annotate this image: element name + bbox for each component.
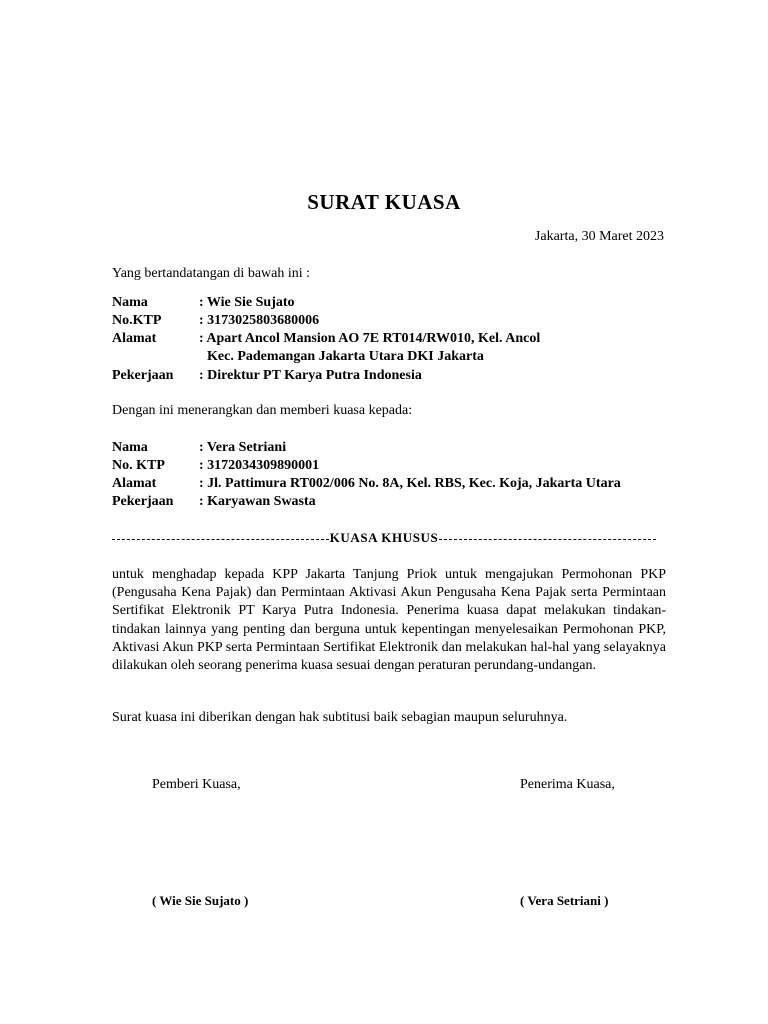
grantee-job-row bbox=[112, 494, 316, 510]
grantee-ktp-row bbox=[112, 458, 319, 474]
divider-dash-right bbox=[439, 539, 656, 540]
grantee-name-row bbox=[112, 440, 286, 456]
grantor-job-label: Pekerjaan bbox=[112, 368, 174, 383]
grantor-name-value: : Wie Sie Sujato bbox=[199, 295, 295, 310]
divider-dash-left bbox=[112, 539, 329, 540]
grantor-ktp-row bbox=[112, 313, 319, 329]
grantor-name-label: Nama bbox=[112, 295, 148, 310]
intro-text: Yang bertandatangan di bawah ini : bbox=[112, 266, 311, 281]
body-paragraph: untuk menghadap kepada KPP Jakarta Tanjung Priok untuk mengajukan Permohonan PKP (Pengusaha Kena Pajak) dan Permintaan Aktivasi Akun Pengusaha Kena Pajak serta Permintaan Sertifikat Elektronik PT Karya Putra Indonesia. Penerima kuasa dapat melakukan tindakan-tindakan lainnya yang penting dan berguna untuk kepentingan menyelesaikan Permohonan PKP, Aktivasi Akun PKP serta Permintaan Sertifikat Elektronik dan melakukan hal-hal yang selayaknya dilakukan oleh seorang penerima kuasa sesuai dengan peraturan perundang-undangan. bbox=[112, 567, 666, 674]
middle-text: Dengan ini menerangkan dan memberi kuasa kepada: bbox=[112, 403, 413, 418]
grantee-address-value: : Jl. Pattimura RT002/006 No. 8A, Kel. RBS, Kec. Koja, Jakarta Utara bbox=[199, 476, 621, 491]
grantee-job-value: : Karyawan Swasta bbox=[199, 494, 316, 509]
grantee-address-row bbox=[112, 476, 621, 492]
grantor-job-row bbox=[112, 368, 422, 384]
signature-right-name: ( Vera Setriani ) bbox=[520, 893, 609, 908]
grantor-address-row bbox=[112, 331, 540, 347]
document-date: Jakarta, 30 Maret 2023 bbox=[534, 229, 664, 244]
grantor-name-row bbox=[112, 295, 295, 311]
grantee-address-label: Alamat bbox=[112, 476, 157, 491]
signature-right-label: Penerima Kuasa, bbox=[520, 777, 615, 792]
section-divider bbox=[112, 530, 656, 546]
grantor-address-label: Alamat bbox=[112, 331, 157, 346]
grantor-address-value-2: Kec. Pademangan Jakarta Utara DKI Jakarta bbox=[207, 349, 484, 364]
closing-text: Surat kuasa ini diberikan dengan hak subtitusi baik sebagian maupun seluruhnya. bbox=[112, 710, 568, 725]
grantee-name-value: : Vera Setriani bbox=[199, 440, 287, 455]
grantee-name-label: Nama bbox=[112, 440, 148, 455]
section-heading: KUASA KHUSUS bbox=[329, 530, 439, 545]
document-title: SURAT KUASA bbox=[307, 190, 461, 214]
grantor-address-value-1: : Apart Ancol Mansion AO 7E RT014/RW010, Kel. Ancol bbox=[199, 331, 541, 346]
grantor-ktp-value: : 3173025803680006 bbox=[199, 313, 320, 328]
grantee-job-label: Pekerjaan bbox=[112, 494, 174, 509]
grantee-ktp-label: No. KTP bbox=[112, 458, 165, 473]
grantor-job-value: : Direktur PT Karya Putra Indonesia bbox=[199, 368, 422, 383]
grantor-ktp-label: No.KTP bbox=[112, 313, 162, 328]
grantee-ktp-value: : 3172034309890001 bbox=[199, 458, 320, 473]
signature-left-label: Pemberi Kuasa, bbox=[152, 777, 241, 792]
signature-left-name: ( Wie Sie Sujato ) bbox=[152, 893, 249, 908]
